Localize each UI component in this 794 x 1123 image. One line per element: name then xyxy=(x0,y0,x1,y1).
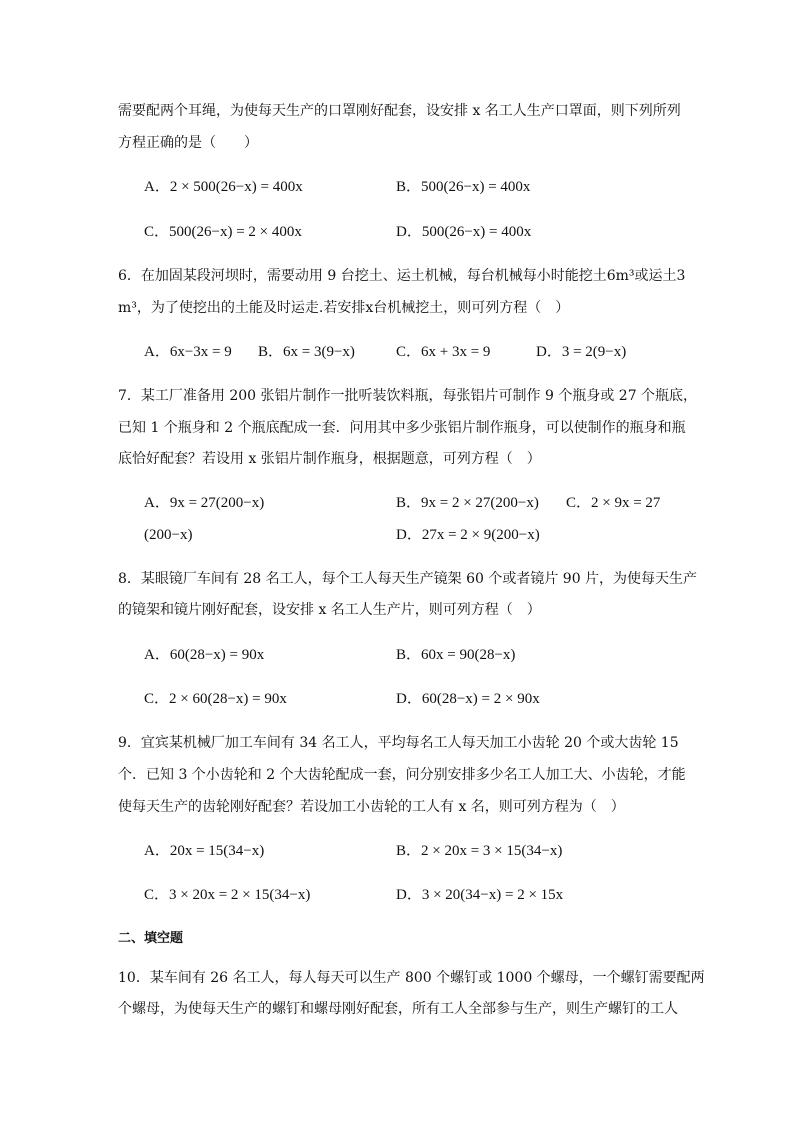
q7-option-c-continued: (200−x) xyxy=(144,527,193,543)
q9-line-1: 9．宜宾某机械厂加工车间有 34 名工人，平均每名工人每天加工小齿轮 20 个或大齿轮 15 xyxy=(118,735,679,751)
q6-option-b: B．6x = 3(9−x) xyxy=(258,344,355,360)
q8-line-1: 8．某眼镜厂车间有 28 名工人，每个工人每天生产镜架 60 个或者镜片 90 片，为使每天生产 xyxy=(118,571,698,587)
q7-line-3: 底恰好配套？若设用 x 张铝片制作瓶身，根据题意，可列方程（ ） xyxy=(118,451,541,467)
q7-option-d: D．27x = 2 × 9(200−x) xyxy=(396,527,540,543)
q5-line-1: 需要配两个耳绳，为使每天生产的口罩刚好配套，设安排 x 名工人生产口罩面，则下列所列 xyxy=(118,103,681,119)
q9-line-3: 使每天生产的齿轮刚好配套？若设加工小齿轮的工人有 x 名，则可列方程为（ ） xyxy=(118,799,625,815)
q6-option-c: C．6x + 3x = 9 xyxy=(396,344,491,360)
q10-line-1: 10．某车间有 26 名工人，每人每天可以生产 800 个螺钉或 1000 个螺母，一个螺钉需要配两 xyxy=(118,970,705,986)
q8-option-a: A．60(28−x) = 90x xyxy=(144,647,265,663)
section-heading-fill-in-blank: 二、填空题 xyxy=(118,931,184,946)
q5-option-d: D．500(26−x) = 400x xyxy=(396,224,532,240)
q9-option-c: C．3 × 20x = 2 × 15(34−x) xyxy=(144,887,311,903)
q8-line-2: 的镜架和镜片刚好配套，设安排 x 名工人生产片，则可列方程（ ） xyxy=(118,602,541,618)
q6-option-a: A．6x−3x = 9 xyxy=(144,344,232,360)
q9-option-a: A．20x = 15(34−x) xyxy=(144,843,265,859)
q5-option-b: B．500(26−x) = 400x xyxy=(396,179,531,195)
q7-option-c: C．2 × 9x = 27 xyxy=(566,495,661,511)
q6-option-d: D．3 = 2(9−x) xyxy=(536,344,627,360)
q9-option-b: B．2 × 20x = 3 × 15(34−x) xyxy=(396,843,563,859)
q8-option-d: D．60(28−x) = 2 × 90x xyxy=(396,691,540,707)
q9-option-d: D．3 × 20(34−x) = 2 × 15x xyxy=(396,887,564,903)
q5-option-a: A．2 × 500(26−x) = 400x xyxy=(144,179,303,195)
q8-option-b: B．60x = 90(28−x) xyxy=(396,647,516,663)
q8-option-c: C．2 × 60(28−x) = 90x xyxy=(144,691,287,707)
q5-option-c: C．500(26−x) = 2 × 400x xyxy=(144,224,302,240)
q7-option-b: B．9x = 2 × 27(200−x) xyxy=(396,495,539,511)
q9-line-2: 个．已知 3 个小齿轮和 2 个大齿轮配成一套，问分别安排多少名工人加工大、小齿轮，才能 xyxy=(118,767,686,783)
q7-line-1: 7．某工厂准备用 200 张铝片制作一批听装饮料瓶，每张铝片可制作 9 个瓶身或 27 个瓶底， xyxy=(118,388,698,404)
q5-line-2: 方程正确的是（ ） xyxy=(118,135,258,151)
q7-line-2: 已知 1 个瓶身和 2 个瓶底配成一套．问用其中多少张铝片制作瓶身，可以使制作的瓶身和瓶 xyxy=(118,420,686,436)
q7-option-a: A．9x = 27(200−x) xyxy=(144,495,265,511)
q6-line-1: 6．在加固某段河坝时，需要动用 9 台挖土、运土机械，每台机械每小时能挖土6m³或运土3 xyxy=(118,268,686,284)
q6-line-2: m³，为了使挖出的土能及时运走.若安排x台机械挖土，则可列方程（ ） xyxy=(118,300,570,316)
q10-line-2: 个螺母，为使每天生产的螺钉和螺母刚好配套，所有工人全部参与生产，则生产螺钉的工人 xyxy=(118,1001,678,1017)
